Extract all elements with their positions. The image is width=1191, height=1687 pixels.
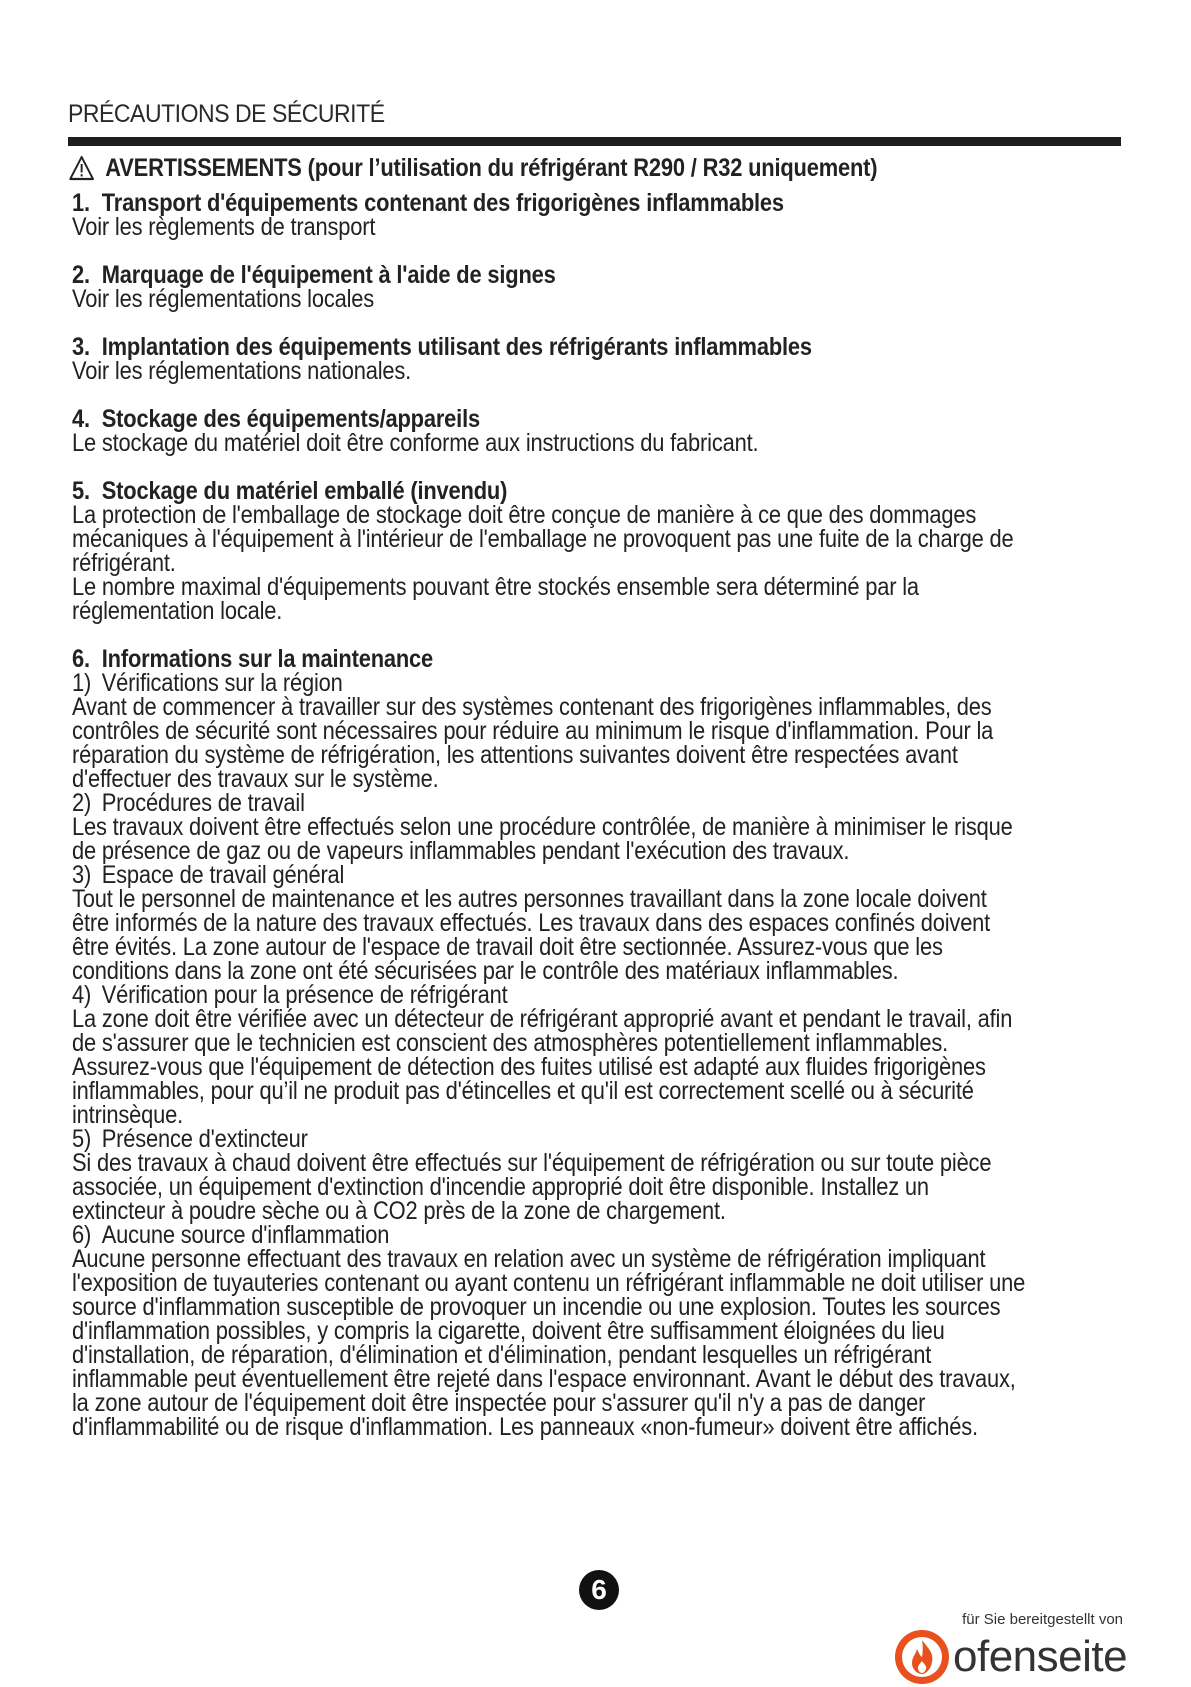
subsection-text: la zone autour de l'équipement doit être inspectée pour s'assurer qu'il n'y a pas de danger <box>72 1389 926 1417</box>
subsection-text: contrôles de sécurité sont nécessaires pour réduire au minimum le risque d'inflammation. Pour la <box>72 717 994 745</box>
section-title: 3. Implantation des équipements utilisant des réfrigérants inflammables <box>72 333 812 361</box>
subsection-text: réparation du système de réfrigération, les attentions suivantes doivent être respectées avant <box>72 741 958 769</box>
subsection-title: 4) Vérification pour la présence de réfrigérant <box>72 981 508 1009</box>
subsection-text: d'inflammation possibles, y compris la cigarette, doivent être suffisamment éloignées du lieu <box>72 1317 945 1345</box>
section-text: Voir les réglementations locales <box>72 285 375 313</box>
brand-tagline: für Sie bereitgestellt von <box>962 1611 1123 1628</box>
section-text: Le nombre maximal d'équipements pouvant être stockés ensemble sera déterminé par la <box>72 573 919 601</box>
subsection-text: être informés de la nature des travaux effectués. Les travaux dans des espaces confinés doivent <box>72 909 991 937</box>
section-text: Voir les règlements de transport <box>72 213 376 241</box>
section-marking <box>72 263 1087 311</box>
subsection-text: Aucune personne effectuant des travaux en relation avec un système de réfrigération impliquant <box>72 1245 986 1273</box>
subsection-text: d'effectuer des travaux sur le système. <box>72 765 439 793</box>
subsection-text: Si des travaux à chaud doivent être effectués sur l'équipement de réfrigération ou sur toute pièce <box>72 1149 992 1177</box>
header-divider <box>68 137 1121 146</box>
section-installation <box>72 335 1087 383</box>
subsection-text: source d'inflammation susceptible de provoquer un incendie ou une explosion. Toutes les sources <box>72 1293 1001 1321</box>
subsection-title: 1) Vérifications sur la région <box>72 669 343 697</box>
subsection-text: être évités. La zone autour de l'espace de travail doit être sectionnée. Assurez-vous que les <box>72 933 943 961</box>
subsection-text: inflammable peut éventuellement être rejeté dans l'espace environnant. Avant le début des travaux, <box>72 1365 1016 1393</box>
section-title: 2. Marquage de l'équipement à l'aide de signes <box>72 261 556 289</box>
section-title: 6. Informations sur la maintenance <box>72 645 434 673</box>
section-storage <box>72 407 1087 455</box>
subsection-text: extincteur à poudre sèche ou à CO2 près de la zone de chargement. <box>72 1197 726 1225</box>
subsection-text: La zone doit être vérifiée avec un détecteur de réfrigérant approprié avant et pendant le travail, afin <box>72 1005 1013 1033</box>
brand-logo <box>893 1627 1127 1687</box>
subsection-text: Avant de commencer à travailler sur des systèmes contenant des frigorigènes inflammables, des <box>72 693 992 721</box>
section-text: réglementation locale. <box>72 597 283 625</box>
page-title: PRÉCAUTIONS DE SÉCURITÉ <box>68 100 385 128</box>
page-number: 6 <box>579 1570 619 1610</box>
subsection-text: d'installation, de réparation, d'élimination et d'élimination, pendant lesquelles un réfrigérant <box>72 1341 932 1369</box>
warning-heading <box>69 155 1088 181</box>
brand-name: ofenseite <box>953 1632 1128 1681</box>
subsection-title: 2) Procédures de travail <box>72 789 305 817</box>
section-text: réfrigérant. <box>72 549 176 577</box>
subsection-title: 3) Espace de travail général <box>72 861 345 889</box>
subsection-text: de s'assurer que le technicien est conscient des atmosphères potentiellement inflammables. <box>72 1029 949 1057</box>
document-body <box>72 155 1087 1463</box>
section-text: Voir les réglementations nationales. <box>72 357 412 385</box>
subsection-text: l'exposition de tuyauteries contenant ou ayant contenu un réfrigérant inflammable ne doit utiliser une <box>72 1269 1026 1297</box>
subsection-text: de présence de gaz ou de vapeurs inflammables pendant l'exécution des travaux. <box>72 837 850 865</box>
section-transport <box>72 191 1087 239</box>
subsection-text: intrinsèque. <box>72 1101 184 1129</box>
subsection-title: 5) Présence d'extincteur <box>72 1125 308 1153</box>
warning-title-text: AVERTISSEMENTS (pour l’utilisation du réfrigérant R290 / R32 uniquement) <box>105 154 878 182</box>
subsection-text: inflammables, pour qu’il ne produit pas d'étincelles et qu'il est correctement scellé ou à sécurité <box>72 1077 974 1105</box>
subsection-text: conditions dans la zone ont été sécurisées par le contrôle des matériaux inflammables. <box>72 957 899 985</box>
subsection-title: 6) Aucune source d'inflammation <box>72 1221 390 1249</box>
warning-triangle-icon <box>69 155 95 181</box>
section-maintenance <box>72 647 1087 1439</box>
section-title: 4. Stockage des équipements/appareils <box>72 405 480 433</box>
section-packed-storage <box>72 479 1087 623</box>
section-text: La protection de l'emballage de stockage doit être conçue de manière à ce que des dommages <box>72 501 977 529</box>
subsection-text: associée, un équipement d'extinction d'incendie approprié doit être disponible. Installez un <box>72 1173 929 1201</box>
section-text: mécaniques à l'équipement à l'intérieur de l'emballage ne provoquent pas une fuite de la charge de <box>72 525 1014 553</box>
subsection-text: Les travaux doivent être effectués selon une procédure contrôlée, de manière à minimiser le risque <box>72 813 1013 841</box>
section-title: 5. Stockage du matériel emballé (invendu) <box>72 477 508 505</box>
subsection-text: Tout le personnel de maintenance et les autres personnes travaillant dans la zone locale doivent <box>72 885 987 913</box>
subsection-text: d'inflammabilité ou de risque d'inflammation. Les panneaux «non-fumeur» doivent être affichés. <box>72 1413 978 1441</box>
section-text: Le stockage du matériel doit être conforme aux instructions du fabricant. <box>72 429 759 457</box>
flame-logo-icon <box>893 1628 951 1686</box>
section-title: 1. Transport d'équipements contenant des frigorigènes inflammables <box>72 189 784 217</box>
subsection-text: Assurez-vous que l'équipement de détection des fuites utilisé est adapté aux fluides frigorigènes <box>72 1053 986 1081</box>
